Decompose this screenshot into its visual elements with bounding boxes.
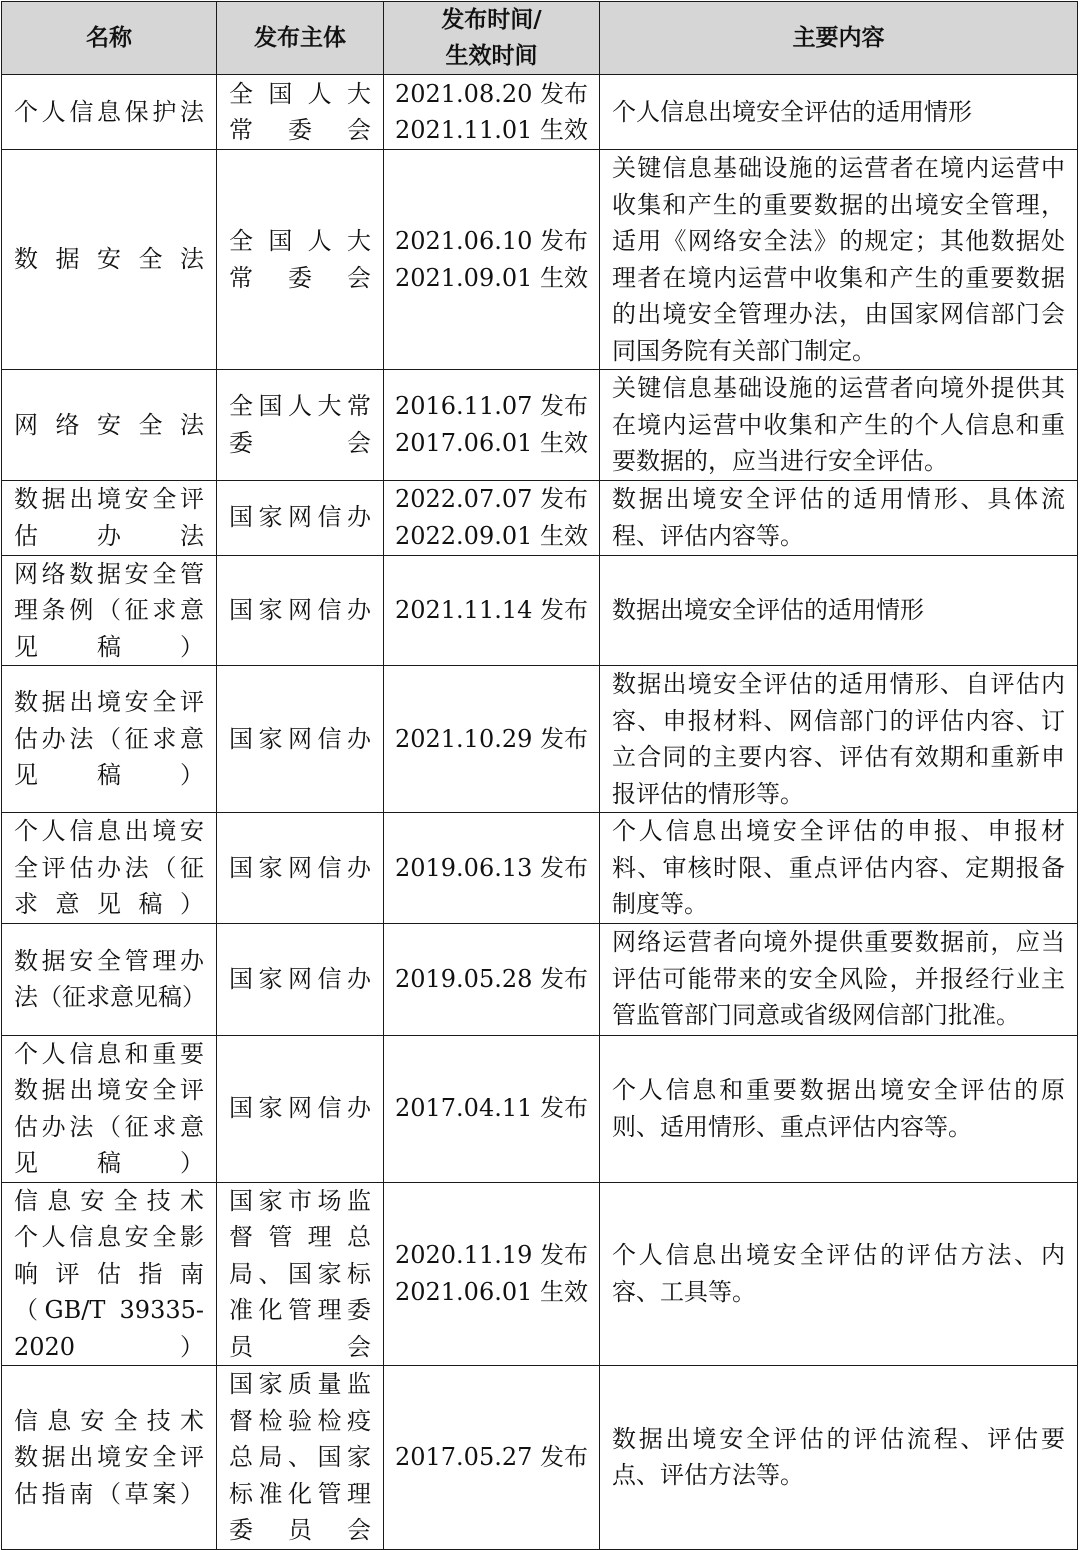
regulation-name-line: 信息安全技术: [14, 1186, 204, 1215]
issuing-body-line: 国家网信办: [229, 503, 371, 532]
regulation-name: [2, 370, 217, 481]
publish-effective-dates: 2021.08.20 发布 2021.11.01 生效: [384, 75, 600, 150]
issuing-body-line: 国家网信办: [229, 724, 371, 753]
issuing-body-line: 督管理总: [229, 1223, 371, 1251]
regulation-name-line: 数据安全管理办: [14, 946, 204, 975]
regulation-name-line: 网络数据安全管: [14, 559, 204, 588]
regulation-name: [2, 666, 217, 813]
publish-effective-dates: 2022.07.07 发布 2022.09.01 生效: [384, 480, 600, 555]
issuing-body: [217, 75, 384, 150]
issuing-body-line: 国家网信办: [229, 596, 371, 624]
publish-effective-dates: 2021.10.29 发布: [384, 666, 600, 813]
issuing-body-line: 标准化管理: [229, 1479, 371, 1508]
issuing-body: [217, 666, 384, 813]
regulation-name-line: （GB/T 39335-: [14, 1296, 204, 1324]
main-content: 关键信息基础设施的运营者向境外提供其在境内运营中收集和产生的个人信息和重要数据的，应当进行安全评估。: [600, 370, 1078, 481]
publish-effective-dates: 2019.06.13 发布: [384, 813, 600, 924]
regulation-name-line: 估指南（草案）: [14, 1479, 204, 1508]
main-content: 数据出境安全评估的适用情形、具体流程、评估内容等。: [600, 480, 1078, 555]
issuing-body-line: 全国人大: [229, 227, 371, 255]
publish-effective-dates: 2021.06.10 发布 2021.09.01 生效: [384, 150, 600, 370]
regulation-name-line: 数据出境安全评: [14, 688, 204, 717]
regulation-name-line: 个人信息和重要: [14, 1039, 204, 1068]
regulation-name: [2, 1182, 217, 1366]
issuing-body: [217, 1366, 384, 1550]
issuing-body-line: 委员会: [229, 1516, 371, 1544]
main-content: 关键信息基础设施的运营者在境内运营中收集和产生的重要数据的出境安全管理，适用《网络安全法》的规定；其他数据处理者在境内运营中收集和产生的重要数据的出境安全管理办法，由国家网信部门会同国务院有关部门制定。: [600, 150, 1078, 370]
regulation-name-line: 估办法: [14, 521, 204, 550]
regulation-name-line: 估办法（征求意: [14, 724, 204, 753]
publish-effective-dates: 2020.11.19 发布 2021.06.01 生效: [384, 1182, 600, 1366]
issuing-body-line: 国家网信办: [229, 853, 371, 882]
regulation-name-line: 数据出境安全评: [14, 1443, 204, 1471]
main-content: 数据出境安全评估的适用情形、自评估内容、申报材料、网信部门的评估内容、订立合同的主要内容、评估有效期和重新申报评估的情形等。: [600, 666, 1078, 813]
header-name: 名称: [2, 2, 217, 75]
issuing-body-line: 全国人大: [229, 79, 371, 108]
table-row: [2, 555, 1078, 666]
table-row: [2, 1035, 1078, 1182]
issuing-body: [217, 1035, 384, 1182]
issuing-body: [217, 923, 384, 1035]
issuing-body-line: 国家网信办: [229, 964, 371, 993]
regulation-name: [2, 1035, 217, 1182]
header-date: [384, 2, 600, 75]
issuing-body: [217, 480, 384, 555]
header-row: [2, 2, 1078, 75]
header-content: 主要内容: [600, 2, 1078, 75]
table-row: [2, 150, 1078, 370]
header-issuer: 发布主体: [217, 2, 384, 75]
table-body: [2, 75, 1078, 1550]
regulation-name-line: 理条例（征求意: [14, 596, 204, 624]
main-content: 个人信息出境安全评估的评估方法、内容、工具等。: [600, 1182, 1078, 1366]
regulation-name-line: 见稿）: [14, 761, 204, 790]
publish-effective-dates: 2017.05.27 发布: [384, 1366, 600, 1550]
issuing-body-line: 局、国家标: [229, 1259, 371, 1288]
regulation-name-line: 个人信息安全影: [14, 1223, 204, 1251]
regulation-name-line: 数据出境安全评: [14, 1076, 204, 1104]
main-content: 个人信息出境安全评估的申报、申报材料、审核时限、重点评估内容、定期报备制度等。: [600, 813, 1078, 924]
regulation-name: [2, 480, 217, 555]
issuing-body-line: 国家质量监: [229, 1370, 371, 1398]
regulation-name-line: 估办法（征求意: [14, 1112, 204, 1141]
regulation-name: [2, 923, 217, 1035]
issuing-body-line: 准化管理委: [229, 1296, 371, 1324]
regulation-name-line: 个人信息出境安: [14, 817, 204, 845]
regulation-name: [2, 555, 217, 666]
main-content: 数据出境安全评估的评估流程、评估要点、评估方法等。: [600, 1366, 1078, 1550]
publish-effective-dates: 2021.11.14 发布: [384, 555, 600, 666]
regulation-name-line: 信息安全技术: [14, 1406, 204, 1435]
table-row: [2, 1182, 1078, 1366]
table-row: [2, 813, 1078, 924]
regulation-name-line: 见稿）: [14, 632, 204, 661]
table-row: [2, 480, 1078, 555]
publish-effective-dates: 2016.11.07 发布 2017.06.01 生效: [384, 370, 600, 481]
regulations-table: [1, 1, 1078, 1550]
regulation-name-line: 求意见稿）: [14, 890, 204, 918]
table-row: [2, 370, 1078, 481]
issuing-body-line: 常委会: [229, 116, 371, 144]
main-content: 个人信息出境安全评估的适用情形: [600, 75, 1078, 150]
regulation-name-line: 数据出境安全评: [14, 485, 204, 513]
regulation-name: [2, 1366, 217, 1550]
issuing-body: [217, 370, 384, 481]
main-content: 个人信息和重要数据出境安全评估的原则、适用情形、重点评估内容等。: [600, 1035, 1078, 1182]
publish-effective-dates: 2019.05.28 发布: [384, 923, 600, 1035]
publish-effective-dates: 2017.04.11 发布: [384, 1035, 600, 1182]
regulation-name: [2, 813, 217, 924]
regulation-name-line: 网络安全法: [14, 410, 204, 439]
regulation-name-line: 2020）: [14, 1332, 204, 1361]
regulation-name: [2, 75, 217, 150]
issuing-body-line: 常委会: [229, 263, 371, 292]
regulation-name: [2, 150, 217, 370]
regulation-name-line: 见稿）: [14, 1149, 204, 1177]
issuing-body-line: 国家网信办: [229, 1094, 371, 1123]
regulation-name-line: 个人信息保护法: [14, 97, 204, 126]
regulation-name-line: 响评估指南: [14, 1259, 204, 1288]
issuing-body-line: 员会: [229, 1332, 371, 1361]
table-row: [2, 75, 1078, 150]
header-date-line2: 生效时间: [445, 43, 538, 69]
issuing-body: [217, 813, 384, 924]
issuing-body-line: 全国人大常: [229, 392, 371, 421]
issuing-body: [217, 555, 384, 666]
regulation-name-line: 全评估办法（征: [14, 853, 204, 882]
issuing-body: [217, 150, 384, 370]
main-content: 数据出境安全评估的适用情形: [600, 555, 1078, 666]
main-content: 网络运营者向境外提供重要数据前，应当评估可能带来的安全风险，并报经行业主管监管部门同意或省级网信部门批准。: [600, 923, 1078, 1035]
table-row: [2, 1366, 1078, 1550]
issuing-body-line: 国家市场监: [229, 1186, 371, 1215]
issuing-body-line: 委会: [229, 428, 371, 457]
regulation-name-line: 法（征求意见稿）: [14, 983, 206, 1011]
regulation-name-line: 数据安全法: [14, 245, 204, 274]
header-date-line1: 发布时间/: [441, 7, 542, 33]
table-row: [2, 666, 1078, 813]
issuing-body: [217, 1182, 384, 1366]
issuing-body-line: 督检验检疫: [229, 1406, 371, 1435]
table-row: [2, 923, 1078, 1035]
issuing-body-line: 总局、国家: [229, 1443, 371, 1471]
